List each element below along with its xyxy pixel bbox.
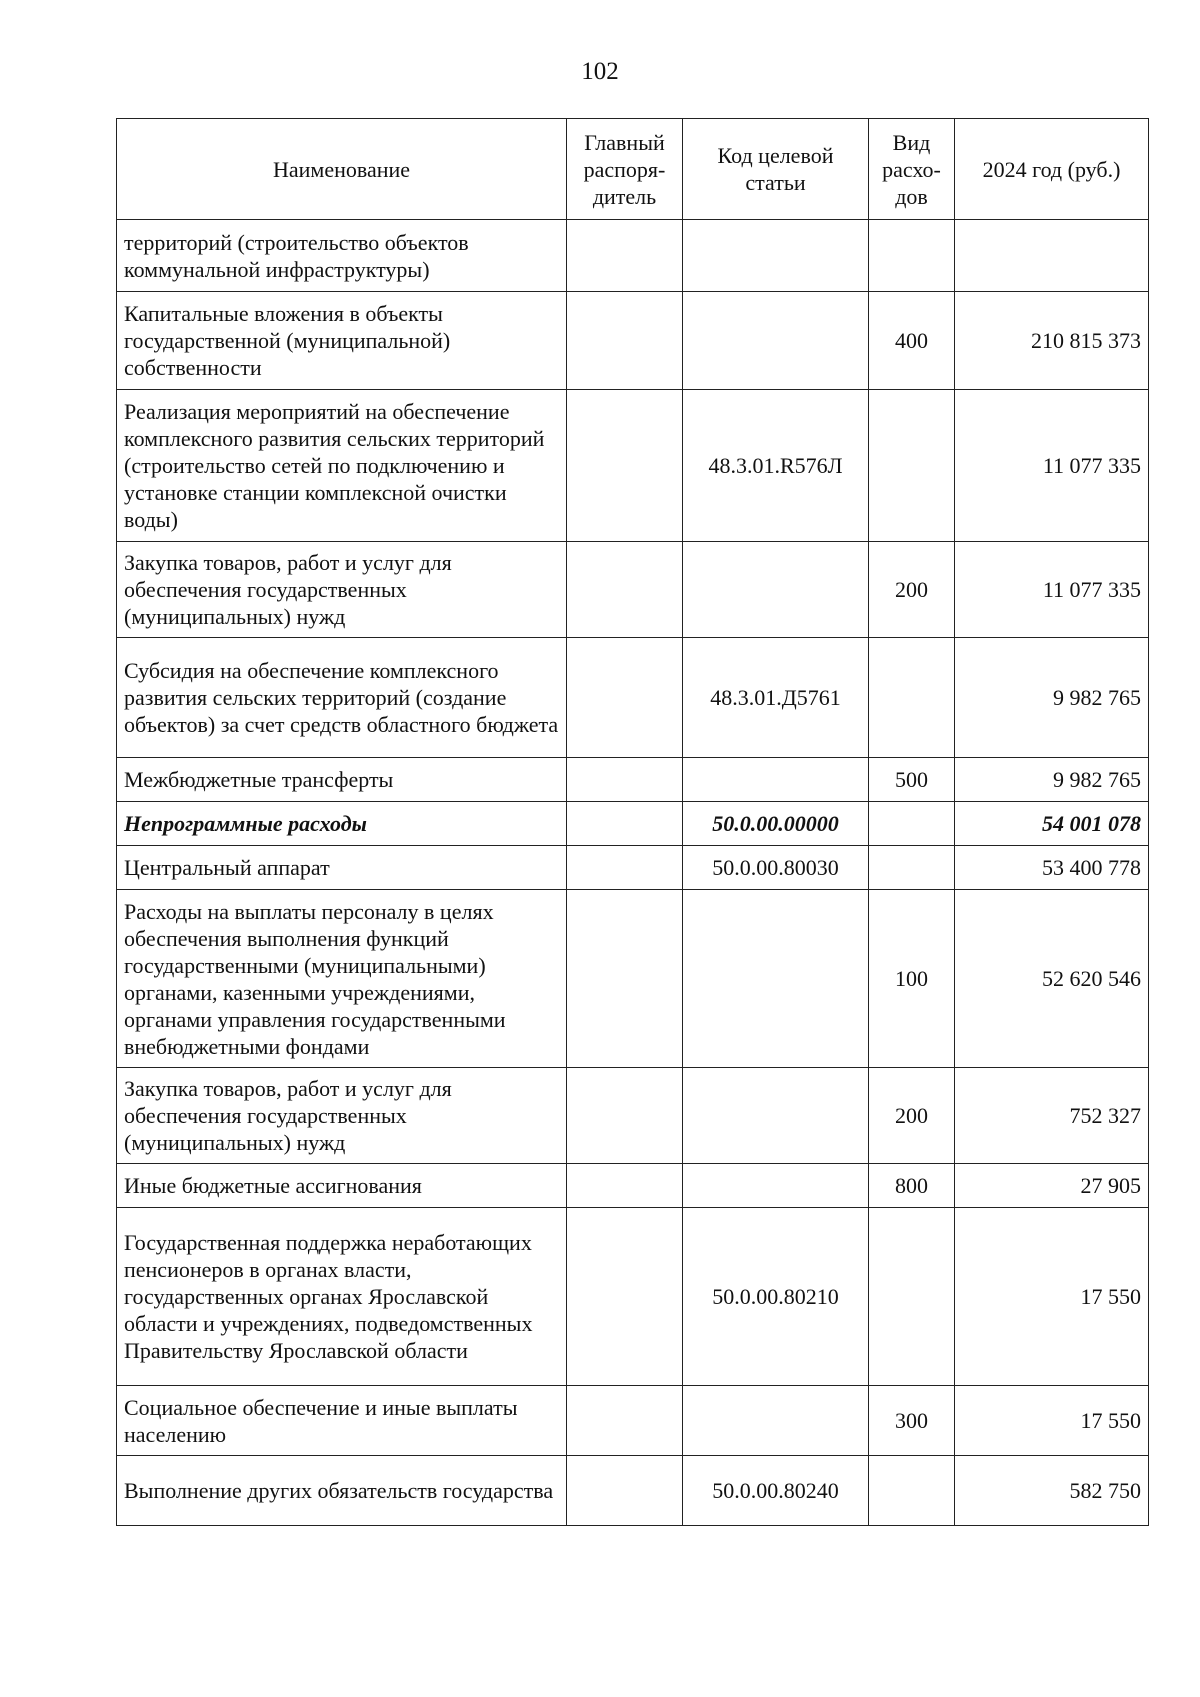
cell-amount: 9 982 765 xyxy=(955,638,1149,758)
cell-name: Выполнение других обязательств государства xyxy=(117,1456,567,1526)
cell-manager xyxy=(567,1208,683,1386)
cell-amount: 582 750 xyxy=(955,1456,1149,1526)
cell-name: Иные бюджетные ассигнования xyxy=(117,1164,567,1208)
header-expense-type: Вид расхо-дов xyxy=(869,119,955,220)
table-row xyxy=(117,758,1149,802)
cell-expense-type: 200 xyxy=(869,542,955,638)
table-row xyxy=(117,1456,1149,1526)
cell-target-code: 50.0.00.00000 xyxy=(683,802,869,846)
cell-manager xyxy=(567,542,683,638)
table-row xyxy=(117,802,1149,846)
cell-expense-type: 100 xyxy=(869,890,955,1068)
cell-manager xyxy=(567,890,683,1068)
cell-expense-type: 400 xyxy=(869,292,955,390)
table-row xyxy=(117,1164,1149,1208)
table-body xyxy=(117,220,1149,1526)
cell-amount: 54 001 078 xyxy=(955,802,1149,846)
header-amount: 2024 год (руб.) xyxy=(955,119,1149,220)
cell-name: Государственная поддержка неработающих пенсионеров в органах власти, государственных органах Ярославской области и учреждениях, подведомственных Правительству Ярославской области xyxy=(117,1208,567,1386)
cell-name: Социальное обеспечение и иные выплаты населению xyxy=(117,1386,567,1456)
table-row xyxy=(117,292,1149,390)
cell-amount: 27 905 xyxy=(955,1164,1149,1208)
cell-manager xyxy=(567,802,683,846)
cell-expense-type xyxy=(869,1208,955,1386)
cell-expense-type xyxy=(869,802,955,846)
cell-name: Межбюджетные трансферты xyxy=(117,758,567,802)
cell-manager xyxy=(567,758,683,802)
cell-target-code xyxy=(683,890,869,1068)
table-row xyxy=(117,890,1149,1068)
cell-target-code: 50.0.00.80030 xyxy=(683,846,869,890)
cell-amount: 11 077 335 xyxy=(955,390,1149,542)
cell-name: Закупка товаров, работ и услуг для обеспечения государственных (муниципальных) нужд xyxy=(117,1068,567,1164)
table-row xyxy=(117,1208,1149,1386)
cell-target-code: 50.0.00.80210 xyxy=(683,1208,869,1386)
table-row xyxy=(117,390,1149,542)
cell-expense-type xyxy=(869,1456,955,1526)
cell-expense-type: 200 xyxy=(869,1068,955,1164)
cell-name: Реализация мероприятий на обеспечение комплексного развития сельских территорий (строительство сетей по подключению и установке станции комплексной очистки воды) xyxy=(117,390,567,542)
cell-expense-type: 300 xyxy=(869,1386,955,1456)
cell-target-code xyxy=(683,1164,869,1208)
cell-amount: 17 550 xyxy=(955,1386,1149,1456)
cell-target-code: 48.3.01.R576Л xyxy=(683,390,869,542)
header-target-code: Код целевой статьи xyxy=(683,119,869,220)
cell-manager xyxy=(567,1456,683,1526)
cell-name: Непрограммные расходы xyxy=(117,802,567,846)
cell-amount: 11 077 335 xyxy=(955,542,1149,638)
cell-expense-type: 800 xyxy=(869,1164,955,1208)
page-number: 102 xyxy=(581,58,619,85)
cell-manager xyxy=(567,1386,683,1456)
cell-name: Субсидия на обеспечение комплексного развития сельских территорий (создание объектов) за счет средств областного бюджета xyxy=(117,638,567,758)
cell-amount: 210 815 373 xyxy=(955,292,1149,390)
cell-target-code: 50.0.00.80240 xyxy=(683,1456,869,1526)
header-manager: Главный распоря-дитель xyxy=(567,119,683,220)
cell-expense-type xyxy=(869,846,955,890)
cell-amount xyxy=(955,220,1149,292)
cell-expense-type xyxy=(869,390,955,542)
cell-target-code xyxy=(683,758,869,802)
table-header-row xyxy=(117,119,1149,220)
budget-table xyxy=(116,118,1149,1526)
table-row xyxy=(117,1068,1149,1164)
cell-manager xyxy=(567,1164,683,1208)
cell-target-code xyxy=(683,292,869,390)
cell-amount: 9 982 765 xyxy=(955,758,1149,802)
table-row xyxy=(117,846,1149,890)
cell-target-code xyxy=(683,1386,869,1456)
cell-name: территорий (строительство объектов коммунальной инфраструктуры) xyxy=(117,220,567,292)
cell-name: Капитальные вложения в объекты государственной (муниципальной) собственности xyxy=(117,292,567,390)
cell-target-code xyxy=(683,220,869,292)
cell-amount: 17 550 xyxy=(955,1208,1149,1386)
cell-name: Расходы на выплаты персоналу в целях обеспечения выполнения функций государственными (муниципальными) органами, казенными учреждениями, органами управления государственными внебюджетными фондами xyxy=(117,890,567,1068)
cell-manager xyxy=(567,220,683,292)
cell-manager xyxy=(567,390,683,542)
cell-manager xyxy=(567,1068,683,1164)
cell-amount: 53 400 778 xyxy=(955,846,1149,890)
table-row xyxy=(117,220,1149,292)
table-row xyxy=(117,1386,1149,1456)
cell-amount: 52 620 546 xyxy=(955,890,1149,1068)
table-row xyxy=(117,638,1149,758)
cell-manager xyxy=(567,846,683,890)
cell-expense-type xyxy=(869,638,955,758)
cell-name: Закупка товаров, работ и услуг для обеспечения государственных (муниципальных) нужд xyxy=(117,542,567,638)
cell-expense-type: 500 xyxy=(869,758,955,802)
cell-name: Центральный аппарат xyxy=(117,846,567,890)
cell-amount: 752 327 xyxy=(955,1068,1149,1164)
table-row xyxy=(117,542,1149,638)
cell-target-code: 48.3.01.Д5761 xyxy=(683,638,869,758)
header-name: Наименование xyxy=(117,119,567,220)
cell-target-code xyxy=(683,1068,869,1164)
cell-expense-type xyxy=(869,220,955,292)
cell-target-code xyxy=(683,542,869,638)
cell-manager xyxy=(567,638,683,758)
cell-manager xyxy=(567,292,683,390)
